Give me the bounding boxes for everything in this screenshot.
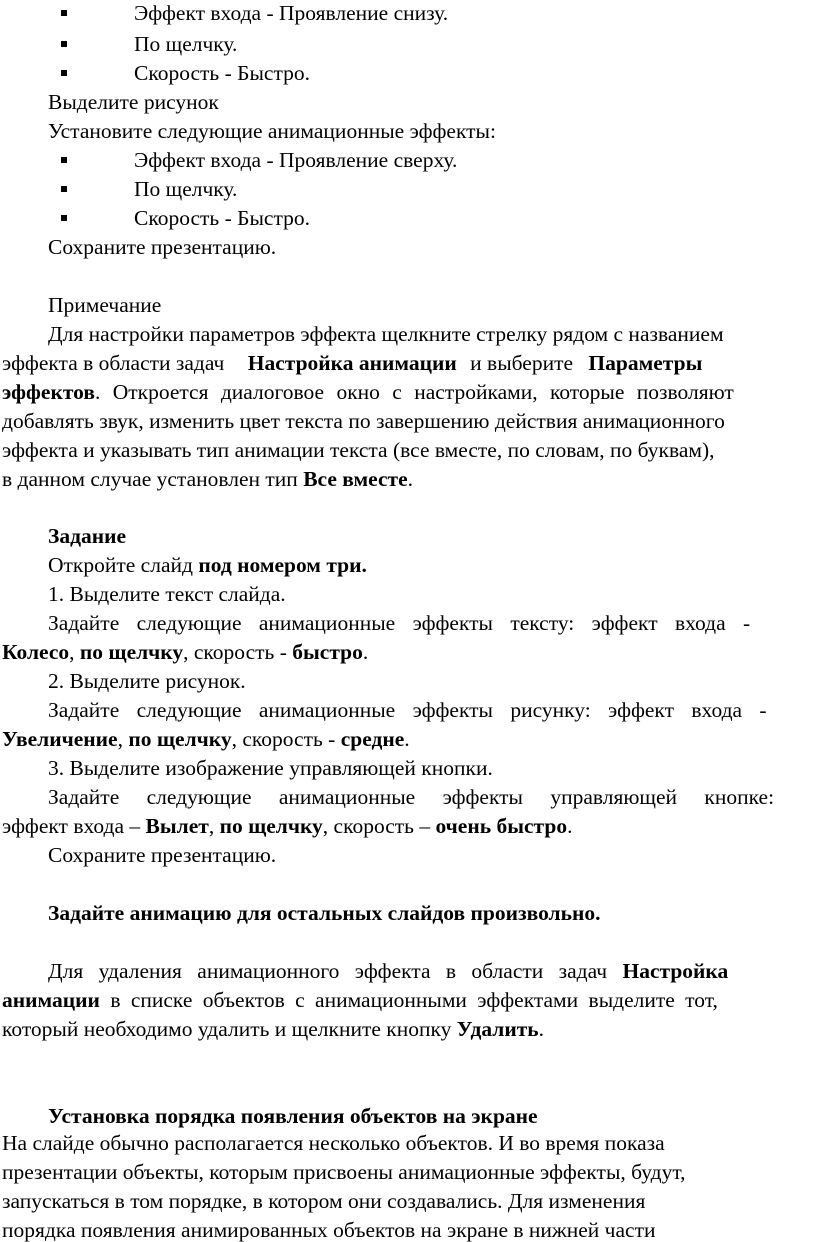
bullet-marker xyxy=(61,10,67,16)
task-text: , скорость – xyxy=(322,814,431,838)
note-line xyxy=(2,353,702,375)
task-open-slide xyxy=(48,555,367,577)
section-line: На слайде обычно располагается несколько объектов. И во время показа xyxy=(2,1131,665,1155)
note-line xyxy=(2,382,734,404)
note-line: эффекта и указывать тип анимации текста (все вместе, по словам, по буквам), xyxy=(2,438,715,462)
note-term: Все вместе xyxy=(303,467,408,491)
rest-text: Задайте анимацию для остальных слайдов произвольно. xyxy=(48,901,601,925)
task-text: Откройте слайд xyxy=(48,553,193,577)
bullet-marker xyxy=(61,70,67,76)
task-text: , скорость - xyxy=(231,727,336,751)
section-line: презентации объекты, которым присвоены анимационные эффекты, будут, xyxy=(2,1160,686,1184)
bullet-marker xyxy=(61,186,67,192)
task-title: Задание xyxy=(48,524,127,548)
task-term: быстро xyxy=(292,640,363,664)
task-term: по щелчку xyxy=(79,640,184,664)
note-text: эффекта в области задач xyxy=(2,351,225,375)
task-step-3: 3. Выделите изображение управляющей кнопки. xyxy=(48,756,493,780)
task-text: эффект входа – xyxy=(2,814,141,838)
list-item: Эффект входа - Проявление снизу. xyxy=(134,1,449,25)
rest-slides-instruction xyxy=(48,903,601,925)
task-term: по щелчку xyxy=(128,727,232,751)
delete-term: Настройка xyxy=(622,959,729,983)
task-text: , xyxy=(117,727,123,751)
task-text: . xyxy=(362,640,369,664)
note-line: добавлять звук, изменить цвет текста по завершению действия анимационного xyxy=(2,409,725,433)
task-step-1: 1. Выделите текст слайда. xyxy=(48,582,286,606)
task-line: Задайте следующие анимационные эффекты управляющей кнопке: xyxy=(48,785,775,809)
task-line xyxy=(2,642,368,664)
note-term: Настройка анимации xyxy=(247,351,457,375)
delete-line xyxy=(48,961,728,983)
list-item: Скорость - Быстро. xyxy=(134,61,310,85)
instruction-set-effects: Установите следующие анимационные эффекты: xyxy=(48,119,496,143)
save-instruction: Сохраните презентацию. xyxy=(48,235,277,259)
task-line xyxy=(2,816,572,838)
task-line: Задайте следующие анимационные эффекты рисунку: эффект входа - xyxy=(48,698,767,722)
list-item: Скорость - Быстро. xyxy=(134,206,310,230)
delete-text: который необходимо удалить и щелкните кнопку xyxy=(2,1017,452,1041)
note-line: Для настройки параметров эффекта щелкните стрелку рядом с названием xyxy=(48,322,724,346)
instruction-select-picture: Выделите рисунок xyxy=(48,90,219,114)
note-term: эффектов xyxy=(2,380,95,404)
note-term: Параметры xyxy=(588,351,703,375)
note-text: . xyxy=(407,467,413,491)
note-heading: Примечание xyxy=(48,293,162,317)
task-text: , скорость - xyxy=(183,640,287,664)
list-item: Эффект входа - Проявление сверху. xyxy=(134,148,458,172)
note-line xyxy=(2,469,413,491)
section-heading xyxy=(48,1106,538,1128)
delete-text: Для удаления анимационного эффекта в области задач xyxy=(48,959,608,983)
delete-term: анимации xyxy=(2,988,100,1012)
note-text: и выберите xyxy=(470,351,574,375)
delete-line xyxy=(2,1019,544,1041)
note-text: в данном случае установлен тип xyxy=(2,467,298,491)
list-item: По щелчку. xyxy=(134,177,238,201)
task-term: средне xyxy=(340,727,405,751)
task-term: Увеличение xyxy=(2,727,118,751)
task-heading xyxy=(48,526,126,548)
delete-text: в списке объектов с анимационными эффектами выделите тот, xyxy=(110,988,718,1012)
task-line xyxy=(2,729,410,751)
delete-line xyxy=(2,990,718,1012)
task-step-2: 2. Выделите рисунок. xyxy=(48,669,246,693)
section-line: порядка появления анимированных объектов на экране в нижней части xyxy=(2,1218,656,1242)
task-term: по щелчку xyxy=(219,814,323,838)
task-text: . xyxy=(567,814,573,838)
list-item: По щелчку. xyxy=(134,32,238,56)
note-text: . Откроется диалоговое окно с настройками, которые позволяют xyxy=(94,380,734,404)
task-term: Колесо xyxy=(2,640,70,664)
bullet-marker xyxy=(61,157,67,163)
task-term: Вылет xyxy=(145,814,209,838)
task-term: под номером три. xyxy=(198,553,367,577)
task-line: Задайте следующие анимационные эффекты тексту: эффект входа - xyxy=(48,611,751,635)
task-term: очень быстро xyxy=(435,814,568,838)
bullet-marker xyxy=(61,41,67,47)
delete-term: Удалить xyxy=(456,1017,539,1041)
task-text: , xyxy=(69,640,75,664)
section-line: запускаться в том порядке, в котором они создавались. Для изменения xyxy=(2,1189,646,1213)
task-text: , xyxy=(208,814,215,838)
section-title: Установка порядка появления объектов на экране xyxy=(48,1104,538,1128)
task-save: Сохраните презентацию. xyxy=(48,843,277,867)
task-text: . xyxy=(404,727,410,751)
delete-text: . xyxy=(538,1017,545,1041)
bullet-marker xyxy=(61,215,67,221)
